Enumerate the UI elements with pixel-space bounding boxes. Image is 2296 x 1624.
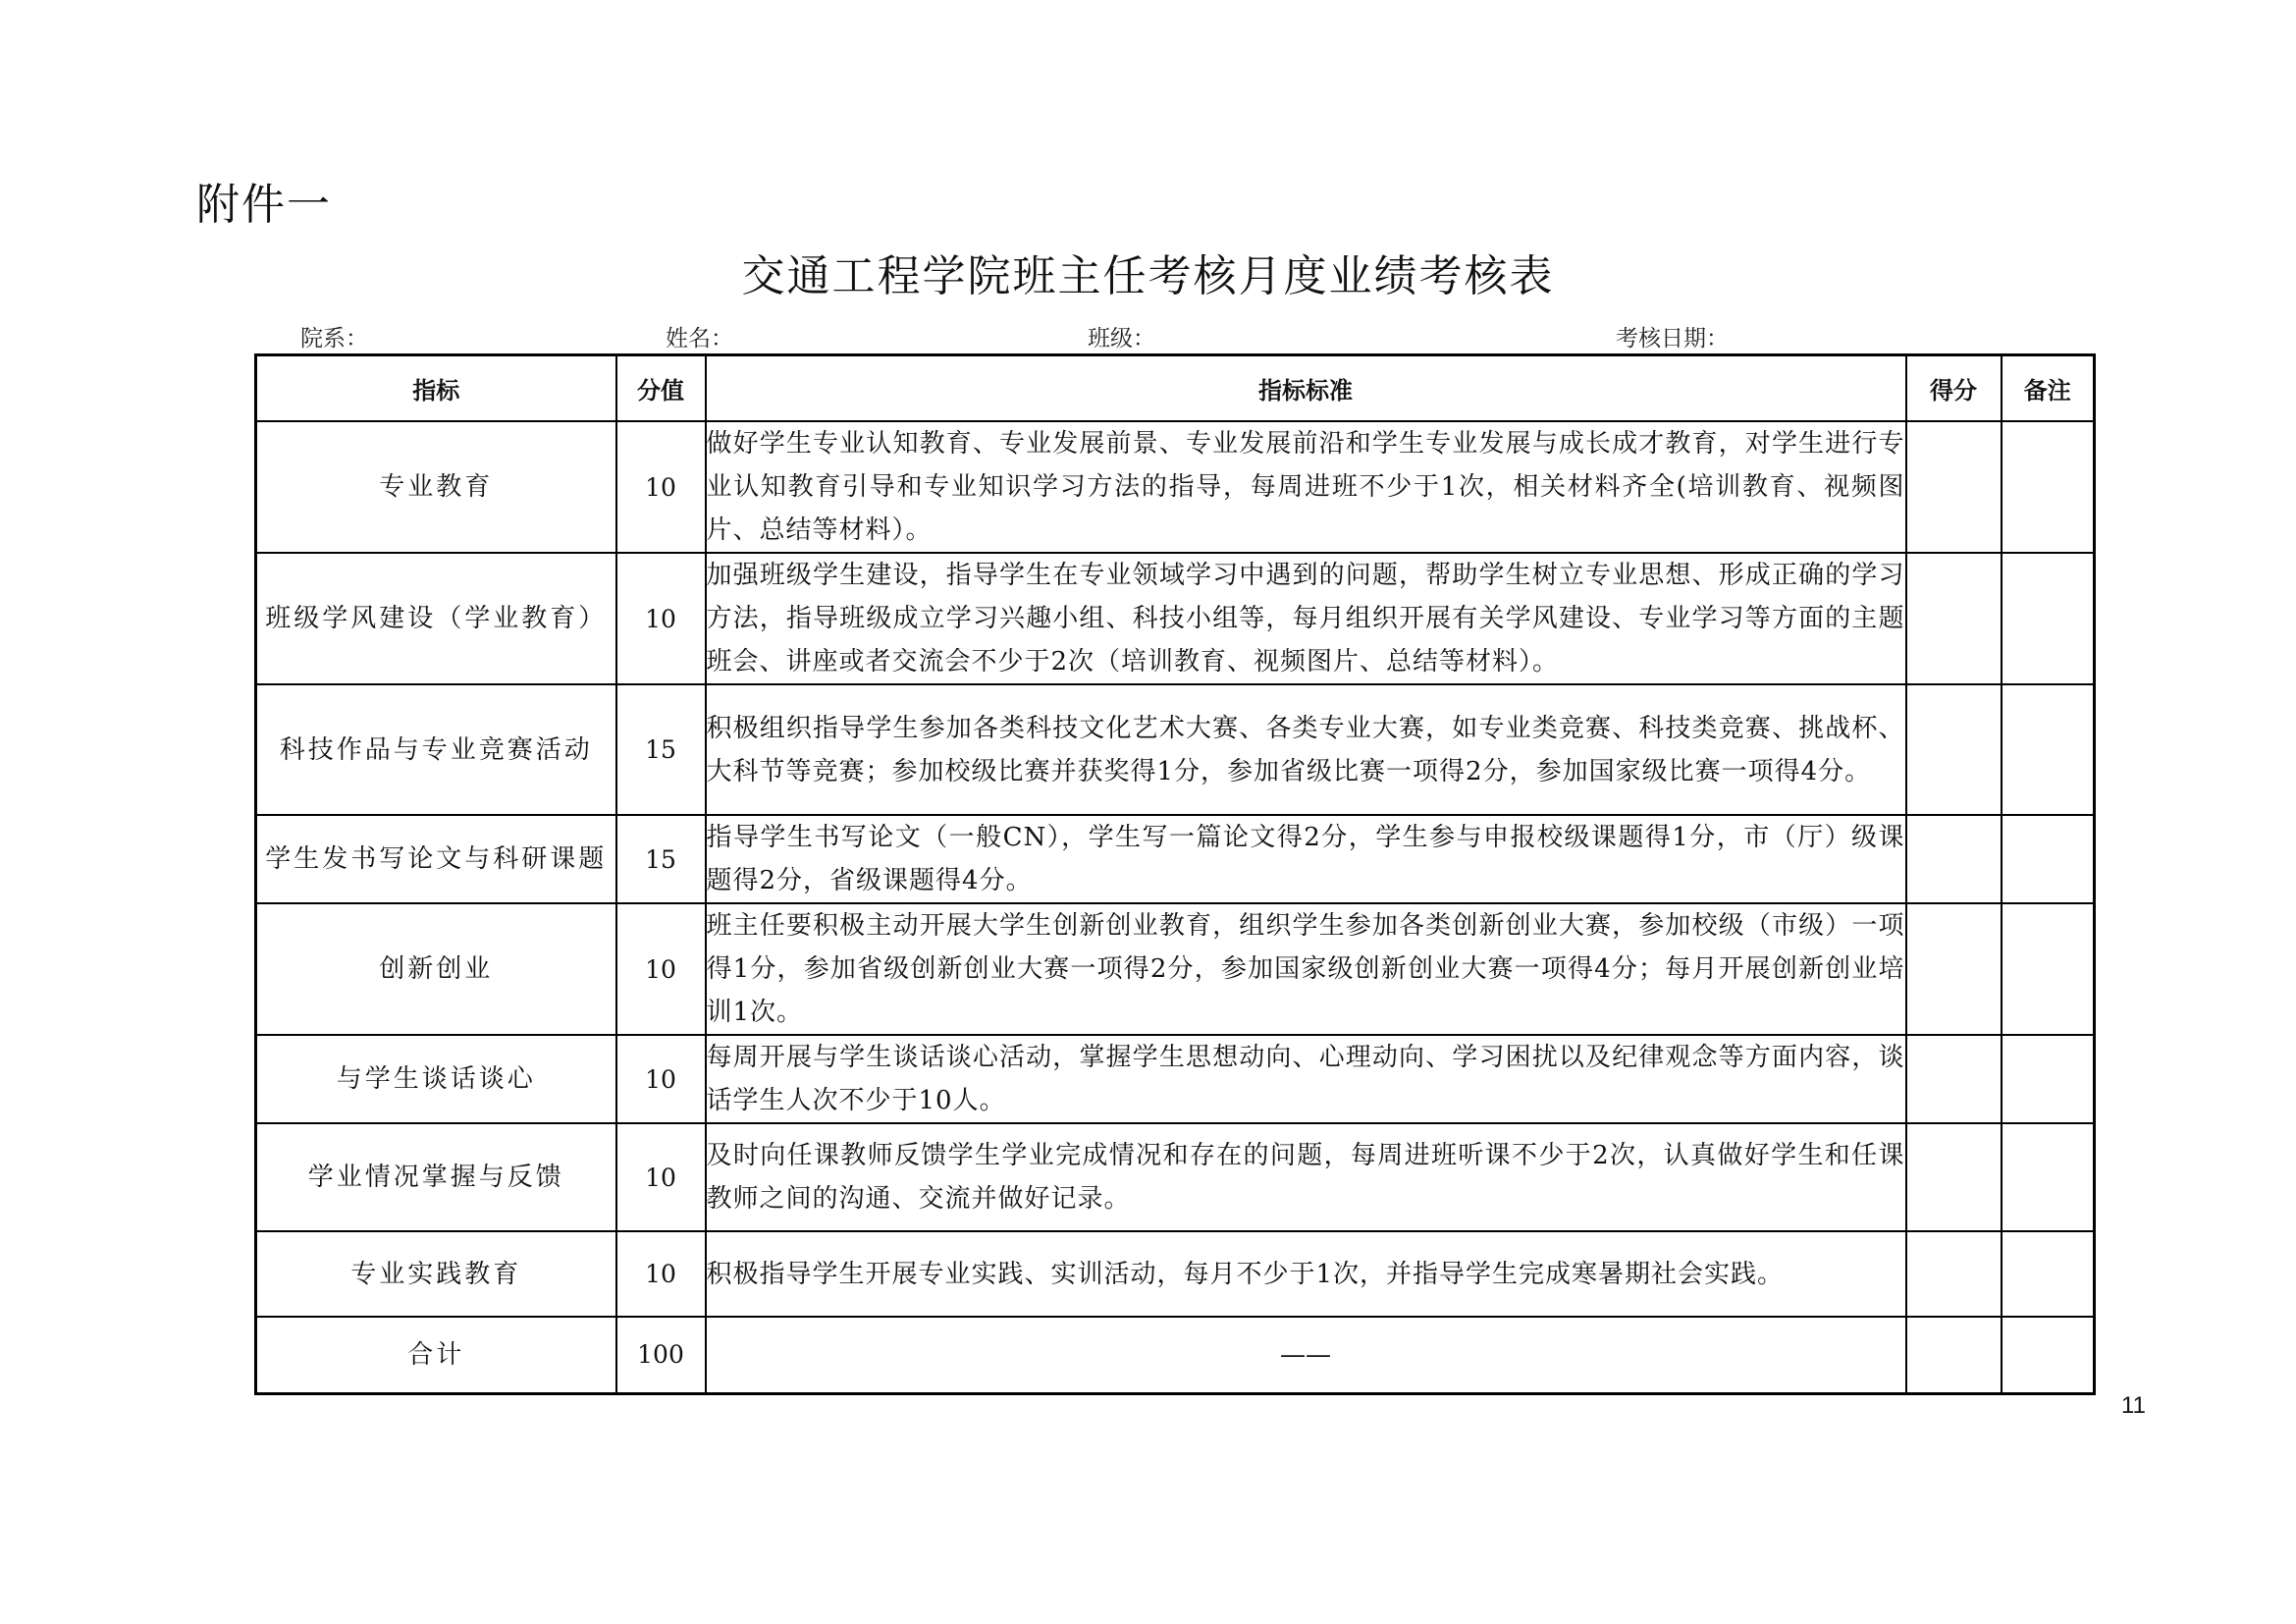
table-row bbox=[256, 553, 2095, 684]
got-score-cell[interactable] bbox=[1906, 1231, 2002, 1317]
got-score-cell[interactable] bbox=[1906, 1035, 2002, 1123]
criteria-cell: 做好学生专业认知教育、专业发展前景、专业发展前沿和学生专业发展与成长成才教育，对学生进行专业认知教育引导和专业知识学习方法的指导，每周进班不少于1次，相关材料齐全(培训教育、视频图片、总结等材料）。 bbox=[706, 421, 1906, 553]
table-header-row bbox=[256, 355, 2095, 422]
indicator-cell: 班级学风建设（学业教育） bbox=[256, 553, 616, 684]
score-cell: 15 bbox=[616, 684, 706, 815]
score-cell: 10 bbox=[616, 553, 706, 684]
assessment-table bbox=[254, 353, 2096, 1395]
score-cell: 10 bbox=[616, 1123, 706, 1231]
table-row-total bbox=[256, 1317, 2095, 1393]
class-label: 班级： bbox=[1088, 326, 1155, 352]
got-score-cell[interactable] bbox=[1906, 553, 2002, 684]
total-criteria-cell: —— bbox=[706, 1317, 1906, 1393]
note-cell[interactable] bbox=[2002, 1035, 2095, 1123]
department-label: 院系： bbox=[300, 326, 368, 352]
name-label: 姓名： bbox=[666, 326, 733, 352]
header-score: 分值 bbox=[616, 355, 706, 422]
page-number: 11 bbox=[2121, 1392, 2146, 1419]
criteria-cell: 每周开展与学生谈话谈心活动，掌握学生思想动向、心理动向、学习困扰以及纪律观念等方面内容，谈话学生人次不少于10人。 bbox=[706, 1035, 1906, 1123]
got-score-cell[interactable] bbox=[1906, 903, 2002, 1035]
table-row bbox=[256, 815, 2095, 903]
indicator-cell: 学生发书写论文与科研课题 bbox=[256, 815, 616, 903]
table-row bbox=[256, 1123, 2095, 1231]
criteria-cell: 指导学生书写论文（一般CN），学生写一篇论文得2分，学生参与申报校级课题得1分，市（厅）级课题得2分，省级课题得4分。 bbox=[706, 815, 1906, 903]
score-cell: 15 bbox=[616, 815, 706, 903]
table-row bbox=[256, 421, 2095, 553]
attachment-label: 附件一 bbox=[196, 180, 332, 230]
note-cell[interactable] bbox=[2002, 684, 2095, 815]
got-score-cell[interactable] bbox=[1906, 684, 2002, 815]
assessment-date-label: 考核日期： bbox=[1616, 326, 1729, 352]
got-score-cell[interactable] bbox=[1906, 815, 2002, 903]
total-score-cell: 100 bbox=[616, 1317, 706, 1393]
score-cell: 10 bbox=[616, 903, 706, 1035]
table-row bbox=[256, 903, 2095, 1035]
note-cell[interactable] bbox=[2002, 1317, 2095, 1393]
criteria-cell: 及时向任课教师反馈学生学业完成情况和存在的问题，每周进班听课不少于2次，认真做好学生和任课教师之间的沟通、交流并做好记录。 bbox=[706, 1123, 1906, 1231]
score-cell: 10 bbox=[616, 1231, 706, 1317]
indicator-cell: 专业实践教育 bbox=[256, 1231, 616, 1317]
criteria-cell: 积极组织指导学生参加各类科技文化艺术大赛、各类专业大赛，如专业类竞赛、科技类竞赛、挑战杯、大科节等竞赛；参加校级比赛并获奖得1分，参加省级比赛一项得2分，参加国家级比赛一项得4分。 bbox=[706, 684, 1906, 815]
indicator-cell: 专业教育 bbox=[256, 421, 616, 553]
header-indicator: 指标 bbox=[256, 355, 616, 422]
note-cell[interactable] bbox=[2002, 1231, 2095, 1317]
table-row bbox=[256, 684, 2095, 815]
note-cell[interactable] bbox=[2002, 903, 2095, 1035]
note-cell[interactable] bbox=[2002, 1123, 2095, 1231]
header-note: 备注 bbox=[2002, 355, 2095, 422]
indicator-cell: 科技作品与专业竞赛活动 bbox=[256, 684, 616, 815]
total-label-cell: 合计 bbox=[256, 1317, 616, 1393]
header-criteria: 指标标准 bbox=[706, 355, 1906, 422]
score-cell: 10 bbox=[616, 421, 706, 553]
indicator-cell: 学业情况掌握与反馈 bbox=[256, 1123, 616, 1231]
note-cell[interactable] bbox=[2002, 553, 2095, 684]
header-got-score: 得分 bbox=[1906, 355, 2002, 422]
table-row bbox=[256, 1035, 2095, 1123]
form-title: 交通工程学院班主任考核月度业绩考核表 bbox=[741, 251, 1555, 301]
criteria-cell: 加强班级学生建设，指导学生在专业领域学习中遇到的问题，帮助学生树立专业思想、形成正确的学习方法，指导班级成立学习兴趣小组、科技小组等，每月组织开展有关学风建设、专业学习等方面的主题班会、讲座或者交流会不少于2次（培训教育、视频图片、总结等材料）。 bbox=[706, 553, 1906, 684]
criteria-cell: 积极指导学生开展专业实践、实训活动，每月不少于1次，并指导学生完成寒暑期社会实践。 bbox=[706, 1231, 1906, 1317]
score-cell: 10 bbox=[616, 1035, 706, 1123]
indicator-cell: 创新创业 bbox=[256, 903, 616, 1035]
note-cell[interactable] bbox=[2002, 815, 2095, 903]
table-row bbox=[256, 1231, 2095, 1317]
criteria-cell: 班主任要积极主动开展大学生创新创业教育，组织学生参加各类创新创业大赛，参加校级（市级）一项得1分，参加省级创新创业大赛一项得2分，参加国家级创新创业大赛一项得4分；每月开展创新创业培训1次。 bbox=[706, 903, 1906, 1035]
got-score-cell[interactable] bbox=[1906, 421, 2002, 553]
indicator-cell: 与学生谈话谈心 bbox=[256, 1035, 616, 1123]
got-score-cell[interactable] bbox=[1906, 1317, 2002, 1393]
got-score-cell[interactable] bbox=[1906, 1123, 2002, 1231]
note-cell[interactable] bbox=[2002, 421, 2095, 553]
